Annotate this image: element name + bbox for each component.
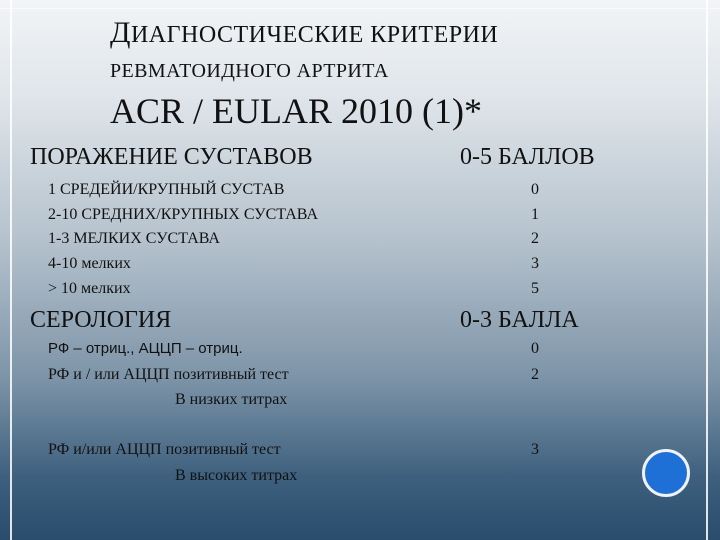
joints-row-value: 2: [531, 230, 539, 247]
joints-row-value: 1: [531, 206, 539, 223]
joints-row-label: 4-10 мелких: [48, 255, 131, 272]
slide-title-line3: ACR / EULAR 2010 (1)*: [110, 91, 482, 131]
slide-title-line1: [110, 16, 498, 50]
joints-points-heading: 0-5 БАЛЛОВ: [460, 144, 595, 170]
title-line1-text: ИАГНОСТИЧЕСКИЕ КРИТЕРИИ: [130, 22, 499, 48]
serology-row-value: 2: [531, 366, 539, 383]
joints-row-label: > 10 мелких: [48, 280, 131, 297]
frame-line-top: [0, 8, 720, 9]
title-initial-letter: Д: [110, 16, 131, 49]
joints-row-value: 3: [531, 255, 539, 272]
serology-row-value: 0: [531, 340, 539, 357]
serology-row-label: РФ и/или АЦЦП позитивный тест: [48, 441, 281, 458]
serology-heading: СЕРОЛОГИЯ: [30, 307, 172, 333]
serology-row-value: 3: [531, 441, 539, 458]
joints-row-value: 5: [531, 280, 539, 297]
joints-row-label: 1-3 МЕЛКИХ СУСТАВА: [48, 230, 220, 247]
joints-row-value: 0: [531, 181, 539, 198]
serology-points-heading: 0-3 БАЛЛА: [460, 307, 579, 333]
serology-row-label: РФ – отриц., АЦЦП – отриц.: [48, 340, 243, 357]
frame-line-left: [10, 0, 12, 540]
joints-heading: ПОРАЖЕНИЕ СУСТАВОВ: [30, 144, 313, 170]
serology-row-sublabel: В низких титрах: [175, 391, 288, 408]
joints-row-label: 2-10 СРЕДНИХ/КРУПНЫХ СУСТАВА: [48, 206, 319, 223]
slide-title-line2: РЕВМАТОИДНОГО АРТРИТА: [110, 60, 389, 82]
decorative-circle: [642, 449, 690, 497]
frame-line-right: [706, 0, 708, 540]
joints-row-label: 1 СРЕДЕЙИ/КРУПНЫЙ СУСТАВ: [48, 181, 285, 198]
serology-row-sublabel: В высоких титрах: [175, 467, 298, 484]
serology-row-label: РФ и / или АЦЦП позитивный тест: [48, 366, 289, 383]
